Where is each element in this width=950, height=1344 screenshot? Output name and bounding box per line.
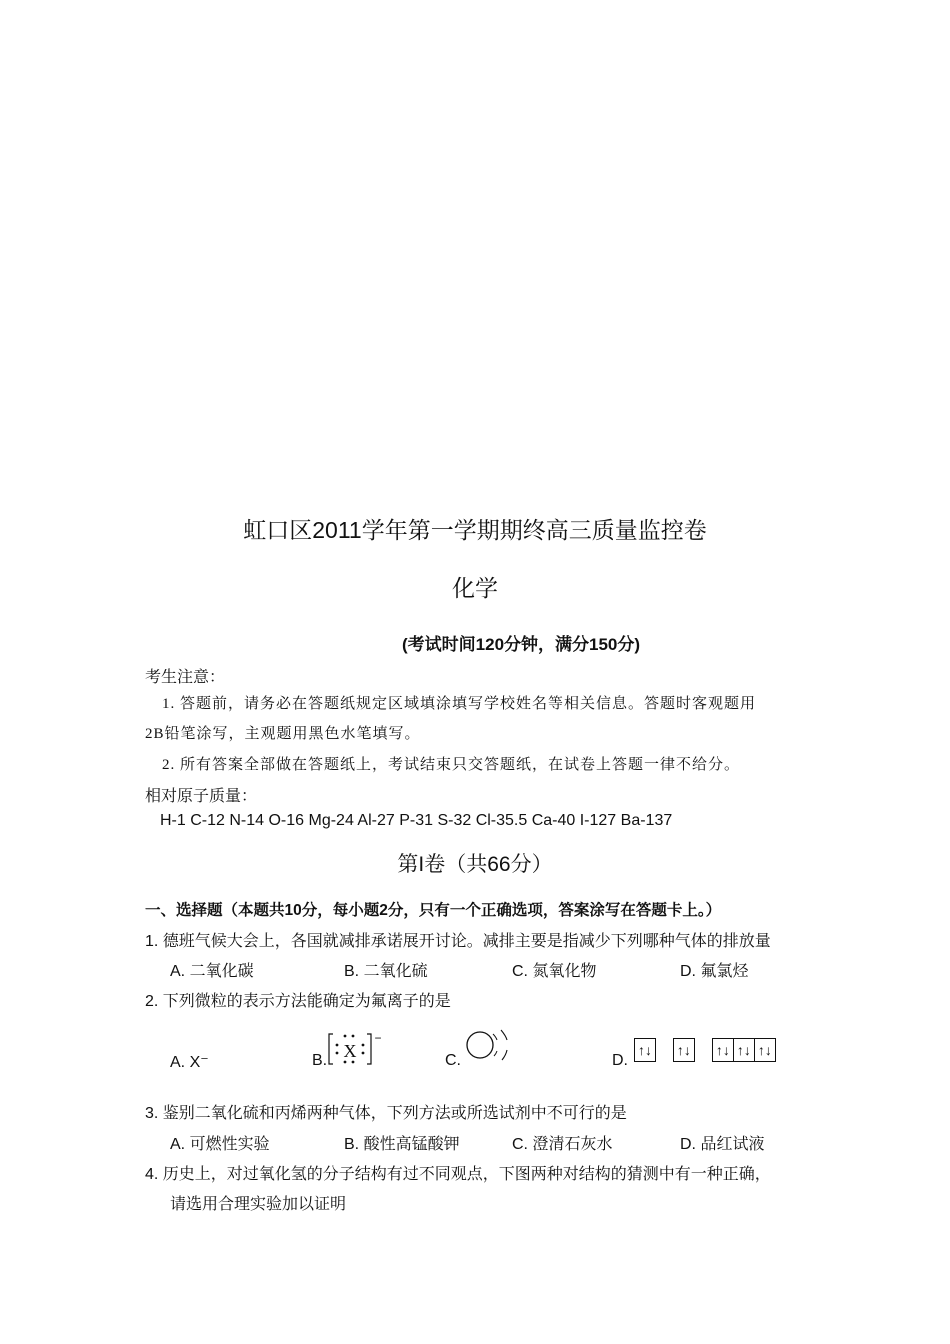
notice-item-2: 2. 所有答案全部做在答题纸上，考试结束只交答题纸，在试卷上答题一律不给分。 [162, 757, 741, 773]
question-4-stem-line-2: 请选用合理实验加以证明 [170, 1196, 347, 1213]
exam-title: 虹口区2011学年第一学期期终高三质量监控卷 [243, 517, 707, 543]
part-one-heading: 一、选择题（本题共10分，每小题2分，只有一个正确选项，答案涂写在答题卡上。） [145, 902, 722, 919]
q2-option-c: C. [445, 1052, 461, 1069]
subject-title: 化学 [452, 575, 498, 601]
question-4-stem-line-1: 4. 历史上，对过氧化氢的分子结构有过不同观点，下图两种对结构的猜测中有一种正确， [145, 1166, 771, 1183]
section-title: 第I卷（共66分） [397, 853, 553, 876]
question-2-stem: 2. 下列微粒的表示方法能确定为氟离子的是 [145, 993, 451, 1010]
q2-option-b: B. [312, 1052, 328, 1069]
orbital-diagram [634, 1038, 776, 1062]
q3-option-a: A. 可燃性实验 [170, 1136, 270, 1153]
notice-item-1-line-2: 2B铅笔涂写，主观题用黑色水笔填写。 [145, 726, 421, 742]
electron-dot-charge: − [374, 1031, 382, 1045]
electron-dot-diagram [326, 1030, 384, 1068]
exam-info: (考试时间120分钟，满分150分) [402, 635, 641, 654]
notice-heading: 考生注意： [145, 669, 226, 686]
q2-option-a: A. X⁻ [170, 1054, 209, 1071]
orbital-box-2p-1: ↑↓ [712, 1038, 734, 1062]
q1-option-d: D. 氟氯烃 [680, 963, 749, 980]
orbital-box-2p-3: ↑↓ [755, 1038, 776, 1062]
question-3-stem: 3. 鉴别二氧化硫和丙烯两种气体，下列方法或所选试剂中不可行的是 [145, 1105, 627, 1122]
orbital-box-2p-2: ↑↓ [734, 1038, 755, 1062]
q1-option-c: C. 氮氧化物 [512, 963, 597, 980]
atomic-mass-heading: 相对原子质量： [145, 788, 258, 805]
q2-option-d: D. [612, 1052, 628, 1069]
q3-option-c: C. 澄清石灰水 [512, 1136, 613, 1153]
q3-option-d: D. 品红试液 [680, 1136, 765, 1153]
electron-dot-symbol: X [343, 1041, 357, 1061]
orbital-box-1s: ↑↓ [634, 1038, 656, 1062]
q3-option-b: B. 酸性高锰酸钾 [344, 1136, 460, 1153]
q1-option-a: A. 二氧化碳 [170, 963, 254, 980]
atomic-mass-values: H-1 C-12 N-14 O-16 Mg-24 Al-27 P-31 S-32 Cl-35.5 Ca-40 I-127 Ba-137 [160, 812, 673, 829]
atom-structure-diagram [462, 1026, 518, 1064]
q1-option-b: B. 二氧化硫 [344, 963, 428, 980]
orbital-box-2s: ↑↓ [673, 1038, 695, 1062]
notice-item-1-line-1: 1. 答题前，请务必在答题纸规定区域填涂填写学校姓名等相关信息。答题时客观题用 [162, 696, 757, 712]
question-1-stem: 1. 德班气候大会上，各国就减排承诺展开讨论。减排主要是指减少下列哪种气体的排放量 [145, 933, 771, 950]
